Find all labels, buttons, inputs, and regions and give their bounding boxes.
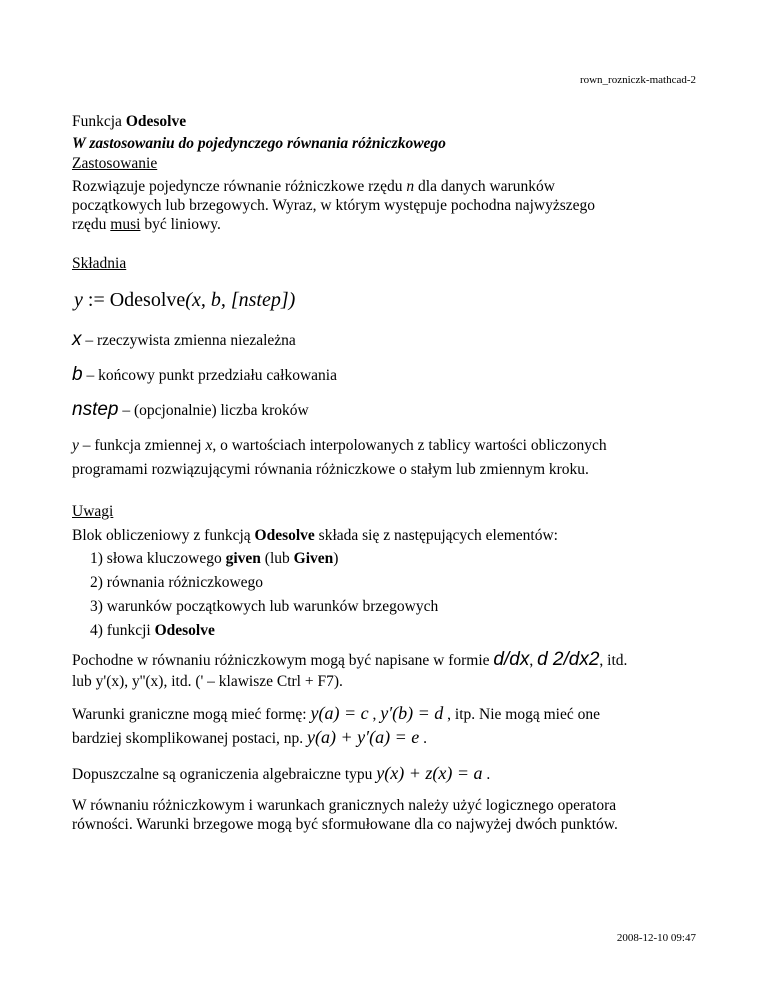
footer-timestamp: 2008-12-10 09:47 (616, 932, 696, 944)
usage-heading: Zastosowanie (72, 155, 158, 172)
algebraic-constraints-paragraph: Dopuszczalne są ograniczenia algebraiczne typu y(x) + z(x) = a . (72, 763, 491, 783)
document-content (72, 112, 700, 834)
derivatives-paragraph: Pochodne w równaniu różniczkowym mogą być napisane w formie d/dx, d 2/dx2, itd. lub y'(x), y''(x), itd. (' – klawisze Ctrl + F7). (72, 649, 628, 690)
list-item: 4) funkcji Odesolve (90, 622, 215, 639)
elements-list (72, 547, 700, 643)
notes-intro: Blok obliczeniowy z funkcją Odesolve składa się z następujących elementów: (72, 527, 558, 544)
def-y: y – funkcja zmiennej x, o wartościach interpolowanych z tablicy wartości obliczonych programami rozwiązującymi równania różniczkowe o stałym lub zmiennym kroku. (72, 437, 607, 478)
function-title: Funkcja Odesolve (72, 113, 187, 130)
function-subtitle: W zastosowaniu do pojedynczego równania różniczkowego (72, 135, 446, 152)
list-item: 2) równania różniczkowego (90, 574, 264, 591)
notes-heading: Uwagi (72, 503, 114, 520)
usage-paragraph: Rozwiązuje pojedyncze równanie różniczkowe rzędu n dla danych warunków początkowych lub brzegowych. Wyraz, w którym występuje pochodna najwyższego rzędu musi być liniowy. (72, 178, 596, 233)
list-item: 1) słowa kluczowego given (lub Given) (90, 550, 339, 567)
list-item: 3) warunków początkowych lub warunków brzegowych (90, 598, 439, 615)
def-b: b – końcowy punkt przedziału całkowania (72, 364, 337, 385)
def-x: x – rzeczywista zmienna niezależna (72, 329, 296, 350)
final-paragraph: W równaniu różniczkowym i warunkach granicznych należy użyć logicznego operatora równości. Warunki brzegowe mogą być sformułowane dla co najwyżej dwóch punktów. (72, 797, 618, 833)
syntax-heading: Składnia (72, 255, 127, 272)
def-nstep: nstep – (opcjonalnie) liczba kroków (72, 399, 309, 420)
syntax-formula: y := Odesolve(x, b, [nstep]) (74, 289, 296, 311)
document-id: rown_rozniczk-mathcad-2 (579, 74, 696, 86)
boundary-conditions-paragraph: Warunki graniczne mogą mieć formę: y(a) = c , y′(b) = d , itp. Nie mogą mieć one bardziej skomplikowanej postaci, np. y(a) + y′(a) = e . (72, 703, 600, 747)
